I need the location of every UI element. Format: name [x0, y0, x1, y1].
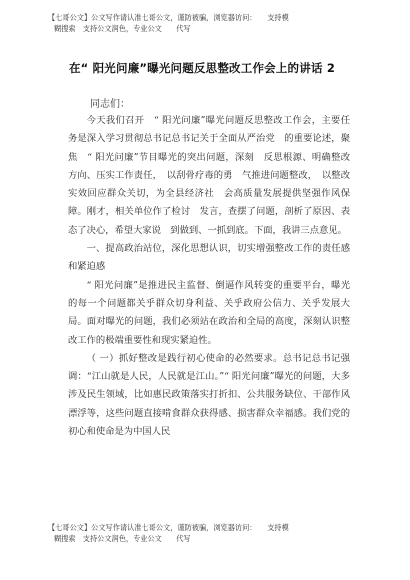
- paragraph-intro: 今天我们召开 “ 阳光问廉”曝光问题反思整改工作会，主要任务是深入学习贯彻总书记总书记关于全面从严治党 的重要论述，聚焦 “ 阳光问廉”节目曝光的突出问题，深刻 反思根源、明确整改方向、压实工作责任， 以刮骨疗毒的勇 气推进问题整改， 以整改实效回应群众关切，为全县经济社 会高质量发展提供坚强作风保障。刚才，相关单位作了检讨 发言，查摆了问题，剖析了原因、表态了决心，希望大家说 到做到、一抓到底。下面，我讲三点意见。: [68, 115, 350, 236]
- footer-line-2: 糊搜索 支持公文润色，专业公文 代写: [54, 534, 191, 543]
- document-title: 在“ 阳光问廉”曝光问题反思整改工作会上的讲话 2: [68, 61, 336, 75]
- footer-line-1: 【七哥公文】公文写作请认准七哥公文，谨防被骗，浏览器访问： 支持模: [48, 523, 289, 532]
- paragraph-section-1: “ 阳光问廉”是推进民主监督、倒逼作风转变的重要平台，曝光的每一个问题都关乎群众切身利益、关乎政府公信力、关乎发展大局。面对曝光的问题，我们必须站在政治和全局的高度，深刻认识整改工作的极端重要性和现实紧迫性。: [68, 279, 350, 346]
- header-line-1: 【七哥公文】公文写作请认准七哥公文，谨防被骗，浏览器访问： 支持模: [48, 13, 289, 22]
- document-body: [68, 112, 350, 441]
- paragraph-subsection-1: （ 一）抓好整改是践行初心使命的必然要求。总书记总书记强调：“江山就是人民，人民就是江山。”“ 阳光问廉”曝光的问题，大多涉及民生领域，比如惠民政策落实打折扣、公共服务缺位、干部作风漂浮等，这些问题直接啃食群众获得感、损害群众幸福感。我们党的初心和使命是为中国人民: [68, 352, 350, 438]
- header-line-2: 糊搜索 支持公文润色，专业公文 代写: [54, 24, 191, 33]
- section-heading-1: 一、提高政治站位，深化思想认识，切实增强整改工作的责任感和紧迫感: [68, 243, 350, 273]
- page-header-watermark: [48, 12, 368, 34]
- salutation: 同志们：: [90, 99, 130, 110]
- page-footer-watermark: [48, 522, 368, 544]
